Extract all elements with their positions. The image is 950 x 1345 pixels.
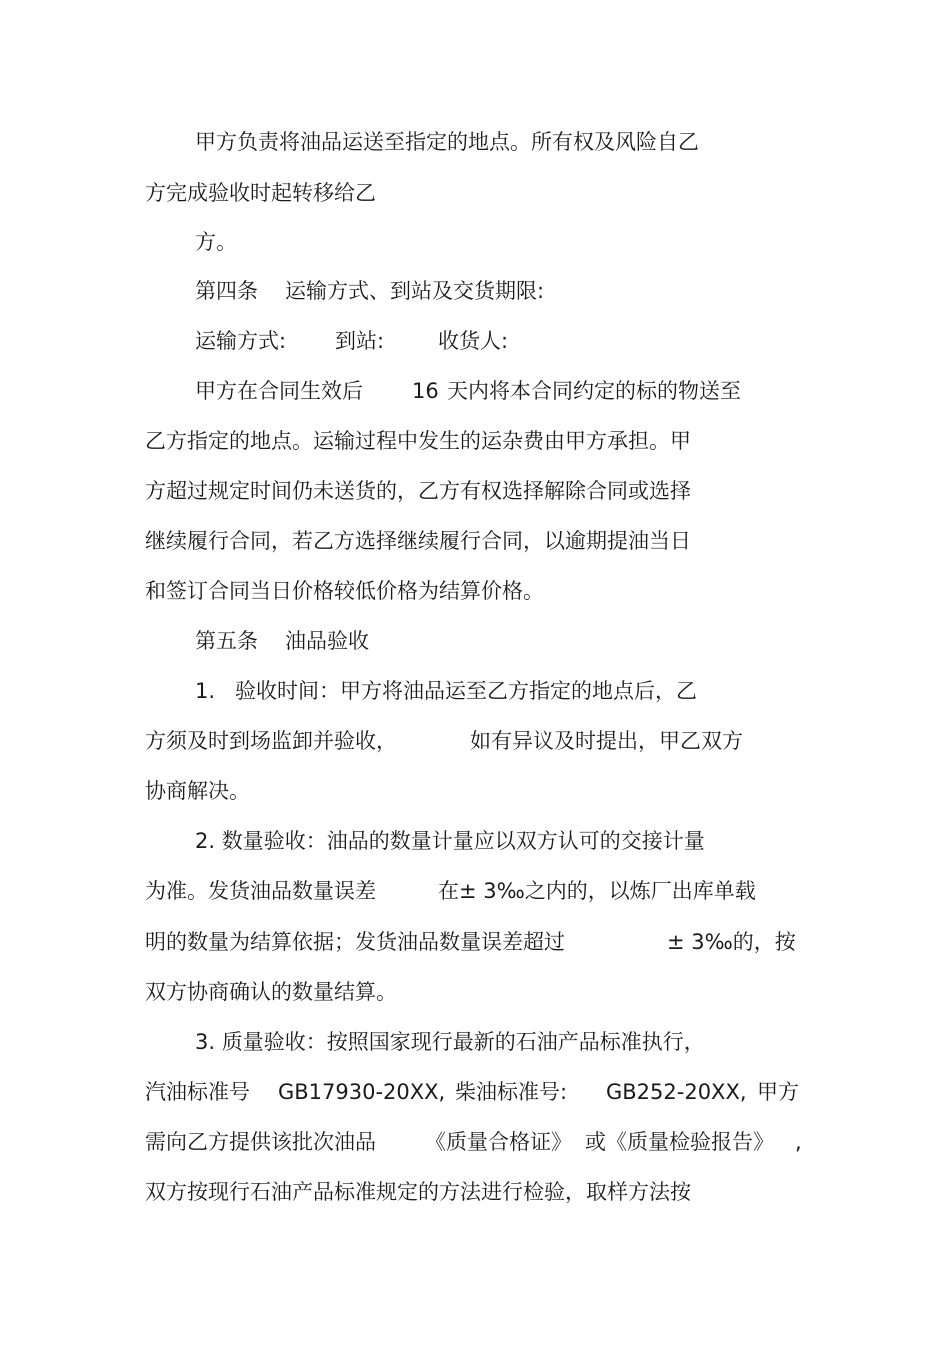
line-text: ± 3‰的，按: [667, 930, 796, 954]
line-text: ,: [795, 1130, 802, 1154]
standard-code: GB17930-20XX,: [278, 1080, 446, 1104]
line-text: 继续履行合同，若乙方选择继续履行合同，以逾期提油当日: [145, 529, 691, 553]
line-text: 汽油标准号: [145, 1080, 250, 1104]
line-text: 柴油标准号:: [455, 1080, 568, 1104]
article-number: 第五条: [195, 629, 258, 653]
line-text: 为准。发货油品数量误差: [145, 879, 376, 903]
line-text: 协商解决。: [145, 779, 250, 803]
field-label: 到站:: [335, 329, 385, 353]
line-text: 方超过规定时间仍未送货的，乙方有权选择解除合同或选择: [145, 479, 691, 503]
field-label: 收货人:: [438, 329, 509, 353]
line-text: 双方协商确认的数量结算。: [145, 980, 397, 1004]
line-text: 甲方负责将油品运送至指定的地点。所有权及风险自乙: [195, 130, 699, 154]
line-text: 2. 数量验收：油品的数量计量应以双方认可的交接计量: [195, 829, 705, 853]
line-text: 方须及时到场监卸并验收，: [145, 729, 397, 753]
line-text: 天内将本合同约定的标的物送至: [447, 379, 741, 403]
document-title: 《质量合格证》: [425, 1130, 572, 1154]
line-text: 验收时间：甲方将油品运至乙方指定的地点后，乙: [235, 679, 697, 703]
standard-code: GB252-20XX,: [606, 1080, 747, 1104]
document-title: 或《质量检验报告》: [585, 1130, 774, 1154]
line-text: 在± 3‰之内的，以炼厂出库单载: [438, 879, 756, 903]
line-text: 方完成验收时起转移给乙: [145, 181, 376, 205]
field-label: 运输方式:: [195, 329, 287, 353]
line-text: 和签订合同当日价格较低价格为结算价格。: [145, 579, 544, 603]
article-title: 运输方式、到站及交货期限:: [285, 279, 545, 303]
line-text: 如有异议及时提出，甲乙双方: [470, 729, 743, 753]
line-text: 3. 质量验收：按照国家现行最新的石油产品标准执行，: [195, 1030, 705, 1054]
line-text: 双方按现行石油产品标准规定的方法进行检验，取样方法按: [145, 1180, 691, 1204]
line-text: 甲方: [757, 1080, 799, 1104]
day-count: 16: [412, 379, 439, 403]
line-text: 明的数量为结算依据；发货油品数量误差超过: [145, 930, 565, 954]
line-text: 甲方在合同生效后: [195, 379, 363, 403]
article-number: 第四条: [195, 279, 258, 303]
line-text: 需向乙方提供该批次油品: [145, 1130, 376, 1154]
item-number: 1.: [195, 679, 216, 703]
article-title: 油品验收: [285, 629, 369, 653]
line-text: 方。: [195, 230, 237, 254]
line-text: 乙方指定的地点。运输过程中发生的运杂费由甲方承担。甲: [145, 429, 691, 453]
